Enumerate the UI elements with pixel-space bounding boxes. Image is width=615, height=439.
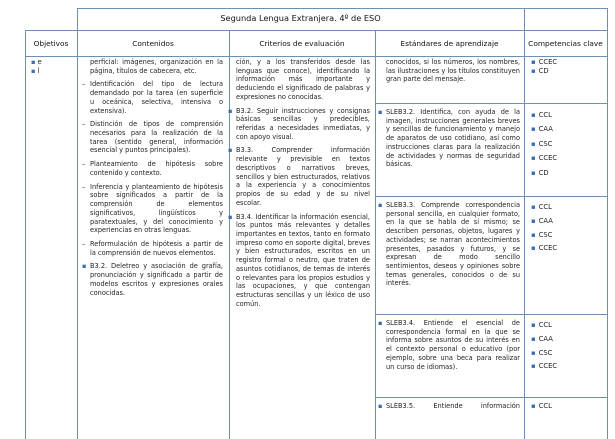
border-col2 [229,30,230,439]
criterio-text: ción, y a los transferidos desde las lenguas que conoce), identificando la información más importante y deduciendo el significado de palabras y expresiones no conocidas. [236,58,370,101]
estandar-1: ▪ SLEB3.2. Identifica, con ayuda de la imagen, instrucciones generales breves y sencillas de funcionamiento y manejo de aparatos de uso cotidiano, así como instrucciones claras para la realización de actividades y normas de seguridad básicas. [378,108,520,169]
competencias-3 [531,319,557,374]
competencia-item: ▪ CSC [531,139,553,148]
border-right [607,8,608,439]
border-left [25,30,26,439]
contenido-item: – Identificación del tipo de lectura demandado por la tarea (en superficie u oceánica, selectiva, intensiva o extensiva). [82,80,223,115]
row-sep-4 [375,397,607,398]
contenido-item: ▪ B3.2. Deletreo y asociación de grafía, pronunciación y significado a partir de modelos escritos y expresiones orales conocidas. [82,262,223,297]
objetivo-item: ▪ e [31,58,42,66]
header-criterios: Criterios de evaluación [259,39,345,48]
header-estandares: Estándares de aprendizaje [400,39,499,48]
contenido-text: perficial: imágenes, organización en la página, títulos de cabecera, etc. [90,58,223,75]
border-col1 [77,8,78,439]
contenidos-cell [82,58,223,297]
header-contenidos: Contenidos [132,39,174,48]
competencia-item: ▪ CSC [531,348,553,357]
row-sep-1 [375,103,607,104]
competencia-item: ▪ CCL [531,402,552,410]
row-sep-2 [375,196,607,197]
competencia-item: ▪ CCL [531,203,552,211]
competencia-item: ▪ CD [531,168,549,177]
competencia-item: ▪ CAA [531,334,553,343]
estandar-4: ▪ SLEB3.5. Entiende información [378,402,520,410]
contenido-item: – Reformulación de hipótesis a partir de la comprensión de nuevos elementos. [82,239,223,257]
competencia-item: ▪ CAA [531,125,553,134]
border-header-bottom [25,56,607,57]
competencia-item: ▪ CD [531,67,549,76]
criterio-item: ▪ B3.4. Identificar la información esencial, los puntos más relevantes y detalles importantes en textos, tanto en formato impreso como en soporte digital, breves y bien estructurados, escritos en un registro formal o neutro, que traten de asuntos cotidianos, de temas de interés o relevantes para los propios estudios y las ocupaciones, y que contengan estructuras sencillas y un léxico de uso común. [228,212,370,308]
header-objetivos: Objetivos [33,39,69,48]
competencias-0 [531,58,557,76]
competencia-item: ▪ CCEC [531,58,558,66]
contenido-item: – Distinción de tipos de comprensión necesarios para la realización de la tarea (sentido general, información esencial y puntos principales). [82,120,223,155]
objetivo-item: ▪ l [31,66,40,75]
objetivos-cell [31,58,73,75]
estandar-0: conocidos, si los números, los nombres, las ilustraciones y los títulos constituyen gran parte del mensaje. [386,58,520,84]
border-col4 [524,8,525,439]
estandar-3: ▪ SLEB3.4. Entiende el esencial de correspondencia formal en la que se informa sobre asuntos de su interés en el contexto personal o educativo (por ejemplo, sobre una beca para realizar un curso de idiomas). [378,319,520,371]
competencia-item: ▪ CCEC [531,244,558,253]
competencia-item: ▪ CCEC [531,362,558,371]
estandar-2: ▪ SLEB3.3. Comprende correspondencia personal sencilla, en cualquier formato, en la que se habla de sí mismo; se describen personas, objetos, lugares y actividades; se narran acontecimientos presentes, pasados y futuros, y se expresan de modo sencillo sentimientos, deseos y opiniones sobre temas generales, conocidos o de su interés. [378,201,520,288]
competencias-1 [531,108,557,180]
competencia-item: ▪ CSC [531,230,553,239]
criterio-item: ▪ B3.2. Seguir instrucciones y consignas básicas sencillas y predecibles, referidas a necesidades inmediatas, y con apoyo visual. [228,106,370,141]
competencia-item: ▪ CCL [531,321,552,329]
competencias-4 [531,402,552,411]
table-title: Segunda Lengua Extranjera. 4º de ESO [220,13,381,23]
competencia-item: ▪ CCL [531,111,552,119]
contenido-item: – Inferencia y planteamiento de hipótesis sobre significados a partir de la comprensión de elementos significativos, lingüísticos y paratextuales, y del conocimiento y experiencias en otras lenguas. [82,182,223,235]
criterios-cell [228,58,370,308]
competencia-item: ▪ CAA [531,216,553,225]
border-col3 [375,30,376,439]
header-competencias: Competencias clave [528,39,603,48]
competencia-item: ▪ CCEC [531,154,558,163]
row-sep-3 [375,314,607,315]
contenido-item: – Planteamiento de hipótesis sobre contenido y contexto. [82,160,223,177]
criterio-item: ▪ B3.3. Comprender información relevante y previsible en textos descriptivos o narrativos breves, sencillos y bien estructurados, relativos a la experiencia y a conocimientos propios de su edad y de su nivel escolar. [228,146,370,207]
competencias-2 [531,201,557,256]
